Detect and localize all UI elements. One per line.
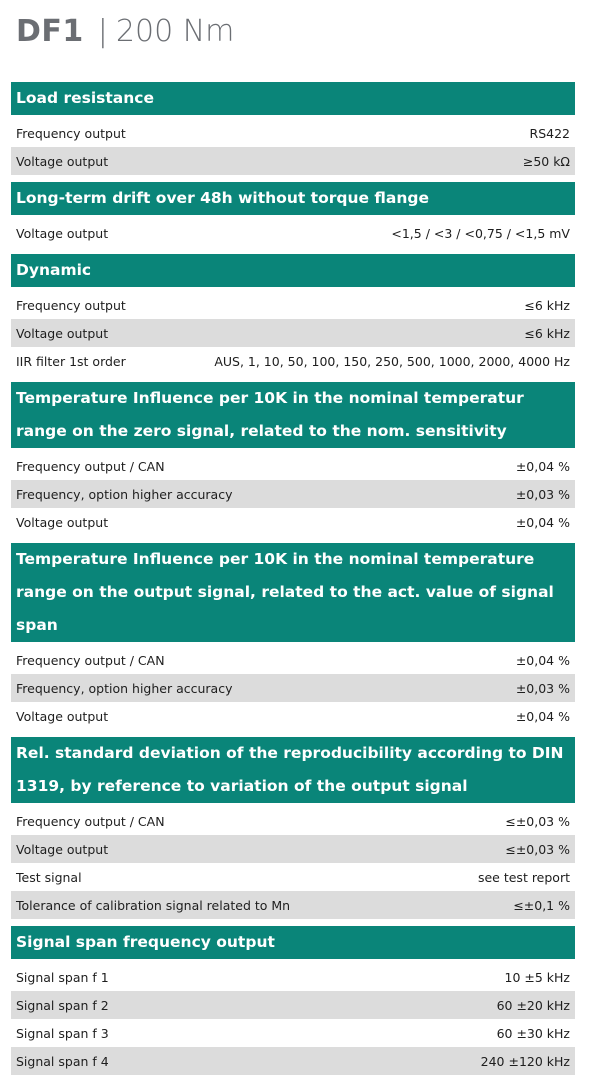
spec-label: Frequency output: [16, 297, 126, 313]
spec-label: Voltage output: [16, 325, 109, 341]
spec-row: [11, 1047, 575, 1075]
spec-row: [11, 508, 575, 536]
spec-label: Frequency output / CAN: [16, 458, 165, 474]
nominal-torque: 200 Nm: [115, 13, 235, 49]
section-heading: Signal span frequency output: [11, 926, 575, 959]
spec-value: RS422: [529, 125, 570, 141]
spec-label: Frequency output / CAN: [16, 813, 165, 829]
spec-value: ≤6 kHz: [524, 297, 570, 313]
spec-value: ±0,03 %: [515, 486, 570, 502]
spec-label: Signal span f 1: [16, 969, 109, 985]
spec-section: [11, 926, 575, 1079]
section-heading: Long-term drift over 48h without torque flange: [11, 182, 575, 215]
spec-label: Voltage output: [16, 841, 109, 857]
spec-label: Voltage output: [16, 514, 109, 530]
spec-label: Voltage output: [16, 225, 109, 241]
spec-row: [11, 119, 575, 147]
spec-label: Voltage output: [16, 708, 109, 724]
spec-value: 60 ±30 kHz: [496, 1025, 570, 1041]
spec-label: Tolerance of calibration signal related to Mn: [16, 897, 291, 913]
spec-value: ±0,04 %: [515, 514, 570, 530]
spec-row: [11, 963, 575, 991]
spec-row: [11, 147, 575, 175]
spec-value: ≤6 kHz: [524, 325, 570, 341]
spec-row: [11, 807, 575, 835]
section-heading: Temperature Influence per 10K in the nominal temperatur range on the zero signal, related to the nom. sensitivity: [11, 382, 575, 448]
spec-label: Frequency output / CAN: [16, 652, 165, 668]
spec-row: [11, 452, 575, 480]
page-title: [16, 10, 234, 52]
spec-row: [11, 702, 575, 730]
spec-row: [11, 863, 575, 891]
section-heading: Rel. standard deviation of the reproducibility according to DIN 1319, by reference to variation of the output signal: [11, 737, 575, 803]
spec-section: [11, 737, 575, 923]
title-separator: |: [97, 13, 108, 49]
section-heading: Temperature Influence per 10K in the nominal temperature range on the output signal, related to the act. value of signal span: [11, 543, 575, 642]
spec-value: ≤±0,1 %: [513, 897, 570, 913]
spec-row: [11, 291, 575, 319]
spec-value: AUS, 1, 10, 50, 100, 150, 250, 500, 1000, 2000, 4000 Hz: [214, 353, 570, 369]
spec-row: [11, 674, 575, 702]
spec-label: Frequency, option higher accuracy: [16, 486, 233, 502]
spec-table: [11, 82, 575, 1079]
section-heading: Dynamic: [11, 254, 575, 287]
spec-section: [11, 82, 575, 179]
model-name: DF1: [16, 13, 84, 49]
spec-label: IIR filter 1st order: [16, 353, 126, 369]
spec-label: Frequency output: [16, 125, 126, 141]
spec-label: Voltage output: [16, 153, 109, 169]
spec-value: 240 ±120 kHz: [480, 1053, 570, 1069]
spec-row: [11, 646, 575, 674]
spec-value: ±0,04 %: [515, 652, 570, 668]
spec-value: ≤±0,03 %: [505, 813, 570, 829]
spec-value: ±0,04 %: [515, 458, 570, 474]
spec-value: 60 ±20 kHz: [496, 997, 570, 1013]
spec-section: [11, 254, 575, 379]
spec-value: 10 ±5 kHz: [504, 969, 570, 985]
spec-row: [11, 219, 575, 247]
spec-label: Signal span f 2: [16, 997, 109, 1013]
spec-row: [11, 991, 575, 1019]
spec-row: [11, 1019, 575, 1047]
spec-value: <1,5 / <3 / <0,75 / <1,5 mV: [391, 225, 570, 241]
spec-section: [11, 382, 575, 540]
spec-value: see test report: [477, 869, 570, 885]
spec-value: ±0,04 %: [515, 708, 570, 724]
spec-label: Test signal: [16, 869, 82, 885]
spec-label: Signal span f 4: [16, 1053, 109, 1069]
spec-row: [11, 480, 575, 508]
section-heading: Load resistance: [11, 82, 575, 115]
spec-row: [11, 319, 575, 347]
spec-value: ≤±0,03 %: [505, 841, 570, 857]
spec-section: [11, 182, 575, 251]
spec-value: ≥50 kΩ: [522, 153, 570, 169]
spec-section: [11, 543, 575, 734]
spec-row: [11, 835, 575, 863]
spec-label: Signal span f 3: [16, 1025, 109, 1041]
spec-label: Frequency, option higher accuracy: [16, 680, 233, 696]
spec-row: [11, 347, 575, 375]
spec-value: ±0,03 %: [515, 680, 570, 696]
spec-row: [11, 891, 575, 919]
